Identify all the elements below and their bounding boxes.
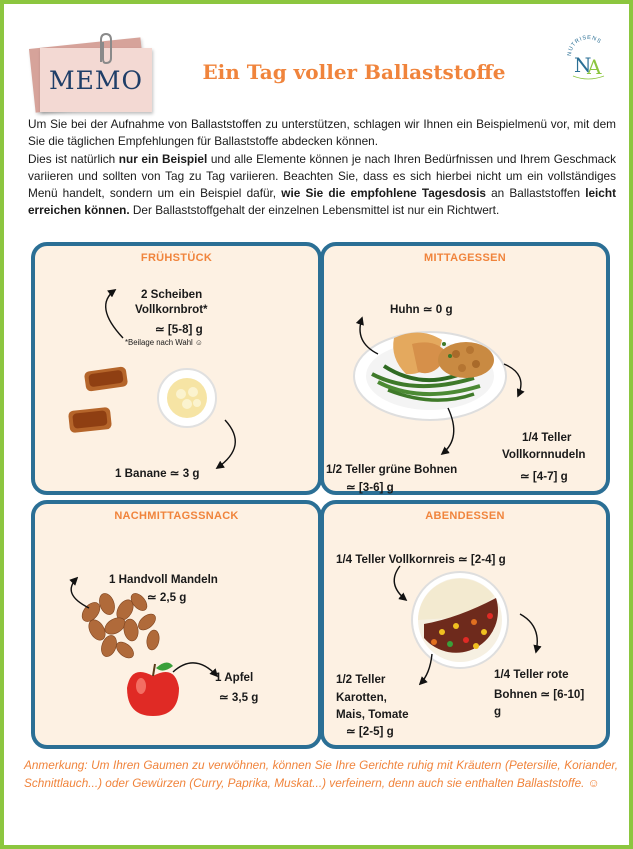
kidney-beans-label-line2: Bohnen ≃ [6-10] xyxy=(494,688,585,701)
logo-text: NUTRISENS xyxy=(566,34,603,57)
intro-p2-text-e: an Ballaststoffen xyxy=(485,186,586,201)
beans-fiber-value: ≃ [3-6] g xyxy=(346,481,394,494)
bread-label-line1: 2 Scheiben xyxy=(141,288,203,301)
kidney-beans-label-line1: 1/4 Teller rote xyxy=(494,668,569,681)
pasta-label-line1: 1/4 Teller xyxy=(522,431,572,444)
intro-p2-bold-b: nur ein Beispiel xyxy=(118,151,208,166)
memo-label: MEMO xyxy=(49,65,143,95)
veg-fiber-value: ≃ [2-5] g xyxy=(346,725,394,738)
bread-note: *Beilage nach Wahl ☺ xyxy=(125,338,203,347)
intro-p2-text-a: Dies ist natürlich xyxy=(28,151,119,166)
svg-text:N: N xyxy=(574,53,592,77)
breakfast-title: FRÜHSTÜCK xyxy=(140,252,213,264)
dinner-bowl-icon xyxy=(412,572,508,668)
rice-label: 1/4 Teller Vollkornreis ≃ [2-4] g xyxy=(336,553,506,566)
breakfast-illustration xyxy=(35,246,318,491)
veg-label-line2: Karotten, xyxy=(336,691,387,704)
bread-fiber-value: ≃ [5-8] g xyxy=(155,323,203,336)
toast-icon xyxy=(68,366,128,433)
page-title: Ein Tag voller Ballaststoffe xyxy=(202,60,506,84)
lunch-title: MITTAGESSEN xyxy=(424,252,506,264)
pasta-label-line2: Vollkornnudeln xyxy=(502,448,586,461)
apple-label: 1 Apfel xyxy=(215,671,254,684)
lunch-box xyxy=(320,242,610,495)
intro-p2-bold-d: wie Sie die empfohlene Tagesdosis xyxy=(281,186,486,201)
footer-note: Anmerkung: Um Ihren Gaumen zu verwöhnen, können Sie Ihre Gerichte ruhig mit Kräutern (Petersilie, Koriander, Schnittlauch...) oder Gewürzen (Curry, Paprika, Muskat...) verfeinern, denn auch sie enthalten Ballaststoffe. ☺ xyxy=(24,758,618,790)
bread-label-line2: Vollkornbrot* xyxy=(135,303,208,316)
snack-title: NACHMITTAGSSNACK xyxy=(114,510,239,522)
paperclip-icon xyxy=(96,32,114,66)
kidney-beans-label-line3: g xyxy=(494,705,502,718)
intro-text xyxy=(28,116,616,220)
memo-note xyxy=(40,48,154,116)
beans-label: 1/2 Teller grüne Bohnen xyxy=(326,463,458,476)
intro-p2-bold-f: leicht erreichen können. xyxy=(28,186,616,218)
breakfast-box xyxy=(31,242,322,495)
intro-p2-text-c: und alle Elemente können je nach Ihren Bedürfnissen und Ihrem Geschmack variieren und sollten von Tag zu Tag variieren. Beachten Sie, dass es sich hierbei nicht um ein vollständiges Menü handelt, sondern um ein Beispiel dafür, xyxy=(28,151,617,201)
almonds-label: 1 Handvoll Mandeln xyxy=(109,573,218,586)
svg-text:A: A xyxy=(587,55,602,79)
dinner-box xyxy=(320,500,610,749)
nutrisens-logo-icon xyxy=(564,32,612,82)
intro-p2-text-g: Der Ballaststoffgehalt der einzelnen Lebensmittel ist nur ein Richtwert. xyxy=(129,203,500,218)
lunch-plate-icon xyxy=(354,332,506,420)
veg-label-line3: Mais, Tomate xyxy=(336,708,409,721)
banana-label: 1 Banane ≃ 3 g xyxy=(115,467,200,480)
banana-bowl-icon xyxy=(158,369,216,427)
snack-box xyxy=(31,500,322,749)
intro-paragraph-1: Um Sie bei der Aufnahme von Ballaststoffen zu unterstützen, schlagen wir Ihnen ein Beispielmenü vor, mit dem Sie die täglichen Empfehlungen für Ballaststoffe abdecken können. xyxy=(28,117,616,149)
apple-icon xyxy=(127,662,179,716)
chicken-label: Huhn ≃ 0 g xyxy=(390,303,453,316)
snack-illustration xyxy=(35,504,318,745)
veg-label-line1: 1/2 Teller xyxy=(336,673,386,686)
almonds-fiber-value: ≃ 2,5 g xyxy=(147,591,187,604)
dinner-title: ABENDESSEN xyxy=(425,510,505,522)
pasta-fiber-value: ≃ [4-7] g xyxy=(520,470,568,483)
apple-fiber-value: ≃ 3,5 g xyxy=(219,691,259,704)
